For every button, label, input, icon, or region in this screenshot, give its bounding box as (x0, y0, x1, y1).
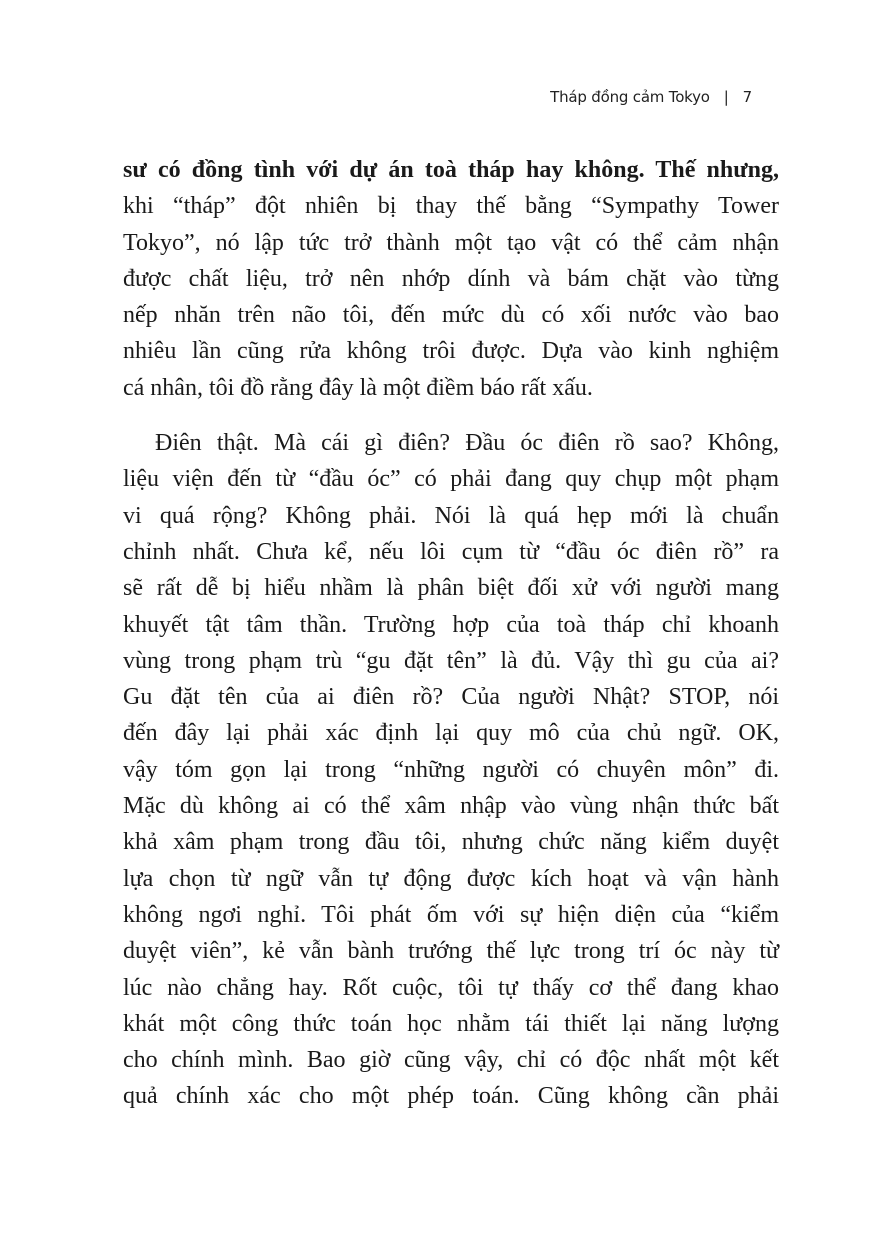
text-line: Mặc dù không ai có thể xâm nhập vào vùng nhận thức bất (123, 793, 779, 820)
paragraph-1 (123, 152, 779, 406)
text-line: được chất liệu, trở nên nhớp dính và bám chặt vào từng (123, 265, 779, 292)
text-line: khả xâm phạm trong đầu tôi, nhưng chức năng kiểm duyệt (123, 829, 779, 856)
paragraph-spacer (123, 406, 779, 425)
text-line: đến đây lại phải xác định lại quy mô của chủ ngữ. OK, (123, 720, 779, 747)
body-text (123, 152, 779, 1115)
text-line: lúc nào chẳng hay. Rốt cuộc, tôi tự thấy cơ thể đang khao (123, 974, 779, 1001)
text-line: quả chính xác cho một phép toán. Cũng không cần phải (123, 1083, 779, 1110)
text-line: vậy tóm gọn lại trong “những người có chuyên môn” đi. (123, 756, 779, 783)
text-line: Tokyo”, nó lập tức trở thành một tạo vật có thể cảm nhận (123, 229, 779, 256)
text-line: Gu đặt tên của ai điên rồ? Của người Nhật? STOP, nói (123, 684, 779, 711)
text-line: chỉnh nhất. Chưa kể, nếu lôi cụm từ “đầu óc điên rồ” ra (123, 538, 779, 565)
text-line: vi quá rộng? Không phải. Nói là quá hẹp mới là chuẩn (123, 502, 779, 529)
text-line: duyệt viên”, kẻ vẫn bành trướng thế lực trong trí óc này từ (123, 938, 779, 965)
running-header (550, 88, 752, 106)
text-line: không ngơi nghỉ. Tôi phát ốm với sự hiện diện của “kiểm (123, 901, 779, 928)
text-line: sư có đồng tình với dự án toà tháp hay không. Thế nhưng, (123, 157, 779, 183)
book-title: Tháp đồng cảm Tokyo (550, 88, 710, 106)
text-line: nếp nhăn trên não tôi, đến mức dù có xối nước vào bao (123, 302, 779, 329)
text-line: khuyết tật tâm thần. Trường hợp của toà tháp chỉ khoanh (123, 611, 779, 638)
text-line: lựa chọn từ ngữ vẫn tự động được kích hoạt và vận hành (123, 865, 779, 892)
text-line: cho chính mình. Bao giờ cũng vậy, chỉ có độc nhất một kết (123, 1047, 779, 1074)
paragraph-2 (123, 425, 779, 1115)
text-line: vùng trong phạm trù “gu đặt tên” là đủ. Vậy thì gu của ai? (123, 647, 779, 674)
text-line: nhiêu lần cũng rửa không trôi được. Dựa vào kinh nghiệm (123, 338, 779, 365)
text-line: khi “tháp” đột nhiên bị thay thế bằng “Sympathy Tower (123, 193, 779, 220)
text-line: cá nhân, tôi đồ rằng đây là một điềm báo rất xấu. (123, 374, 593, 401)
text-line: khát một công thức toán học nhằm tái thiết lại năng lượng (123, 1010, 779, 1037)
header-separator: | (723, 88, 729, 106)
text-line: liệu viện đến từ “đầu óc” có phải đang quy chụp một phạm (123, 466, 779, 493)
page-number: 7 (742, 88, 752, 106)
text-line: sẽ rất dễ bị hiểu nhầm là phân biệt đối xử với người mang (123, 575, 779, 602)
text-line: Điên thật. Mà cái gì điên? Đầu óc điên rồ sao? Không, (155, 430, 779, 457)
